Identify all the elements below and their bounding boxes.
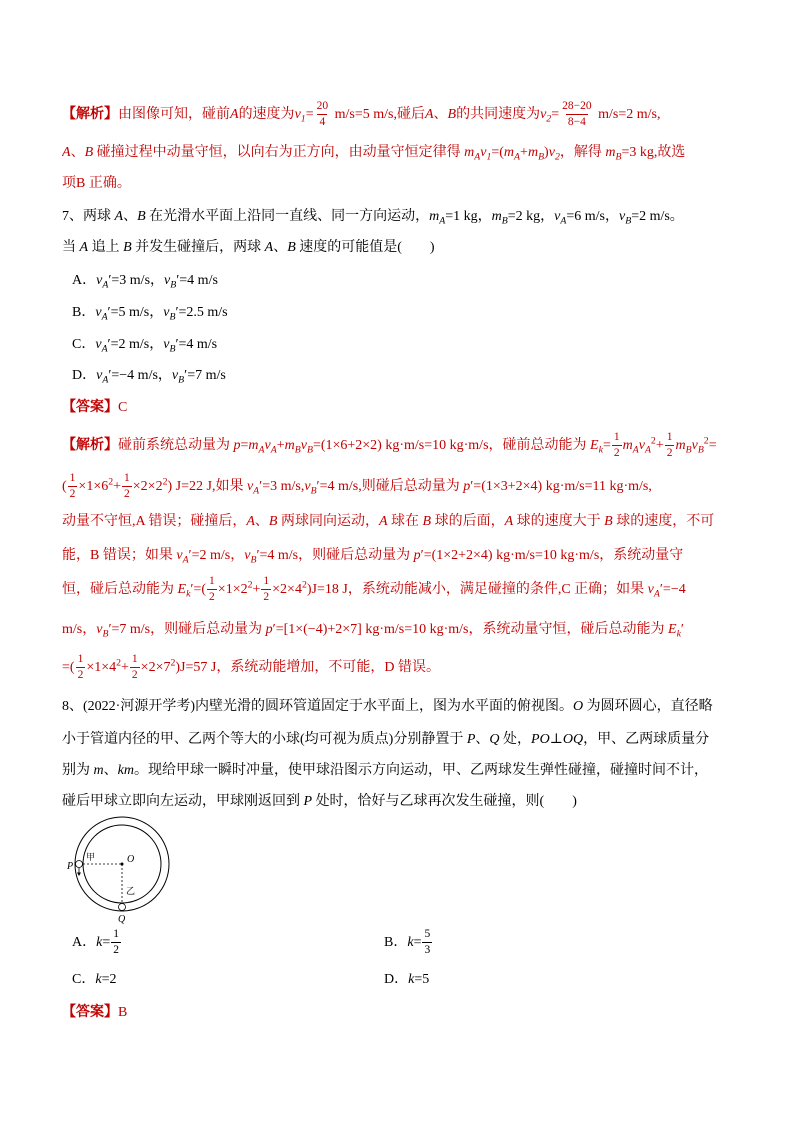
fraction-denominator: 2 (666, 447, 673, 460)
fraction-numerator: 1 (113, 928, 119, 941)
italic-variable: v (95, 337, 102, 352)
subscript: k (186, 588, 191, 600)
text-run: ′=−4 (659, 582, 686, 597)
subscript: B (102, 628, 109, 640)
text-run: ′=3 m/s， (108, 273, 165, 288)
italic-variable: A (378, 514, 388, 529)
italic-variable: v (96, 368, 103, 383)
ring-pipe-figure (64, 812, 180, 924)
text-run: ×1×4 (86, 660, 117, 675)
ball-jia (76, 861, 83, 868)
fraction (422, 928, 432, 957)
text-run: 、 (254, 514, 269, 529)
text-run: =2 m/s。 (631, 209, 684, 224)
text-run: =5 (414, 972, 430, 987)
q7-analysis-line (62, 428, 717, 464)
italic-variable: OQ (562, 732, 584, 747)
text-run: =2 kg， (507, 209, 555, 224)
text-run: ′=5 m/s， (107, 305, 164, 320)
text-run: =( (62, 660, 75, 675)
fraction-numerator: 1 (124, 472, 130, 485)
text-run: = (551, 107, 560, 122)
fraction-denominator: 2 (263, 591, 270, 604)
superscript: 2 (170, 657, 176, 669)
italic-variable: v (176, 548, 183, 563)
text-run: = (102, 935, 111, 950)
fraction-denominator: 4 (319, 116, 326, 129)
subscript: A (101, 343, 108, 355)
italic-variable: v (163, 305, 170, 320)
text-run: =1 kg， (445, 209, 492, 224)
italic-variable: B (268, 514, 278, 529)
text-run: 能，B 错误；如果 (62, 548, 177, 563)
fraction (207, 575, 217, 604)
italic-variable: v (163, 337, 170, 352)
superscript: 2 (301, 579, 307, 591)
subscript: 1 (300, 113, 306, 125)
fraction-numerator: 1 (131, 653, 138, 666)
subscript: A (258, 444, 265, 456)
text-run: ⊥ (549, 732, 563, 747)
italic-variable: v (96, 622, 103, 637)
text-run: 在光滑水平面上沿同一直线、同一方向运动， (145, 209, 430, 224)
italic-variable: m (503, 145, 515, 160)
text-run: 由图像可知，碰前 (118, 107, 230, 122)
label-tag: 【解析】 (62, 438, 118, 453)
q8-option-a (72, 925, 122, 961)
italic-variable: A (246, 514, 255, 529)
text-run: 碰前系统总动量为 (118, 438, 234, 453)
italic-variable: m (248, 438, 259, 453)
label-o: O (127, 854, 135, 865)
subscript: A (101, 311, 108, 323)
text-run: B (118, 1005, 128, 1020)
text-run: 的共同速度为 (456, 107, 541, 122)
italic-variable: B (123, 240, 132, 255)
subscript: A (253, 485, 260, 497)
text-run: + (520, 145, 528, 160)
subscript: A (560, 215, 567, 227)
text-run: 碰撞过程中动量守恒，以向右为正方向，由动量守恒定律得 (93, 145, 465, 160)
italic-variable: m (93, 763, 104, 778)
q6-analysis-line (62, 135, 685, 171)
subscript: B (615, 151, 622, 163)
subscript: B (306, 444, 313, 456)
fraction (111, 928, 121, 957)
text-run: ′=4 m/s (175, 337, 218, 352)
text-run: ′=4 m/s，则碰后总动量为 (256, 548, 414, 563)
text-run: )J=18 J，系统动能减小，满足碰撞的条件,C 正确；如果 (306, 582, 648, 597)
text-run: 追上 (88, 240, 124, 255)
text-run: ×1×6 (78, 479, 109, 494)
subscript: B (294, 444, 301, 456)
subscript: A (514, 151, 521, 163)
italic-variable: m (675, 438, 686, 453)
text-run: ′=4 m/s,则碰后总动量为 (316, 479, 464, 494)
italic-variable: p (463, 479, 471, 494)
text-run: 为圆环圆心，直径略 (583, 699, 713, 714)
q6-analysis-line (62, 97, 660, 133)
q7-option-a (72, 263, 218, 299)
text-run: ′=2 m/s， (188, 548, 245, 563)
subscript: A (653, 588, 660, 600)
subscript: B (250, 554, 257, 566)
italic-variable: v (638, 438, 645, 453)
fraction-numerator: 5 (424, 928, 431, 941)
label-q: Q (118, 914, 126, 924)
text-run: C． (72, 972, 96, 987)
subscript: k (598, 444, 603, 456)
superscript: 2 (162, 476, 168, 488)
subscript: A (439, 215, 446, 227)
text-run: ×2×4 (272, 582, 302, 597)
subscript: k (676, 628, 681, 640)
text-run: 球的速度大于 (513, 514, 605, 529)
text-run: ) (544, 145, 549, 160)
text-run: 两球同向运动， (277, 514, 379, 529)
italic-variable: m (605, 145, 616, 160)
italic-variable: E (668, 622, 677, 637)
text-run: D． (384, 972, 409, 987)
fraction (560, 100, 594, 129)
text-run: ×2×2 (132, 479, 163, 494)
superscript: 2 (650, 435, 656, 447)
text-run: ′=(1×3+2×4) kg·m/s=11 kg·m/s, (470, 479, 652, 494)
italic-variable: B (604, 514, 613, 529)
q7-analysis-line (62, 469, 652, 505)
italic-variable: v (691, 438, 698, 453)
text-run: 的速度为 (238, 107, 295, 122)
fraction (261, 575, 271, 604)
fraction-numerator: 1 (209, 575, 215, 588)
subscript: A (270, 444, 277, 456)
q8-option-c (72, 962, 116, 998)
text-run: D． (72, 368, 97, 383)
italic-variable: k (407, 935, 414, 950)
italic-variable: m (491, 209, 502, 224)
label-yi: 乙 (126, 886, 136, 896)
q7-answer (62, 390, 127, 426)
center-dot (121, 863, 124, 866)
text-run: ′=[1×(−4)+2×7] kg·m/s=10 kg·m/s，系统动量守恒，碰后总动能为 (272, 622, 668, 637)
text-run: 、 (70, 145, 85, 160)
text-run: m/s=5 m/s,碰后 (331, 107, 425, 122)
fraction-denominator: 2 (113, 944, 119, 957)
italic-variable: A (264, 240, 274, 255)
text-run: 8、(2022·河源开学考)内壁光滑的圆环管道固定于水平面上，图为水平面的俯视图。 (62, 699, 573, 714)
subscript: A (474, 151, 481, 163)
italic-variable: A (114, 209, 124, 224)
superscript: 2 (116, 657, 122, 669)
italic-variable: v (96, 273, 103, 288)
text-run: ′=−4 m/s， (108, 368, 172, 383)
text-run: ′=2 m/s， (107, 337, 164, 352)
text-run: C． (72, 337, 96, 352)
italic-variable: v (300, 438, 307, 453)
italic-variable: B (447, 107, 457, 122)
text-run: 处， (499, 732, 532, 747)
subscript: B (538, 151, 545, 163)
fraction-denominator: 2 (69, 488, 76, 501)
fraction (68, 472, 78, 501)
subscript: A (182, 554, 189, 566)
text-run: ′=3 m/s, (259, 479, 305, 494)
italic-variable: A (79, 240, 89, 255)
text-run: 当 (62, 240, 80, 255)
italic-variable: v (540, 107, 547, 122)
fraction-denominator: 3 (424, 944, 431, 957)
q8-stem-line (62, 689, 713, 725)
label-tag: 【答案】 (62, 400, 118, 415)
text-run: ′=( (190, 582, 207, 597)
text-run: B． (384, 935, 408, 950)
text-run: 、 (475, 732, 490, 747)
italic-variable: v (618, 209, 626, 224)
italic-variable: A (62, 145, 71, 160)
italic-variable: p (233, 438, 241, 453)
text-run: ′=4 m/s (176, 273, 218, 288)
text-run: 恒，碰后总动能为 (62, 582, 178, 597)
text-run: 7、两球 (62, 209, 115, 224)
text-run: B． (72, 305, 96, 320)
text-run: + (121, 660, 129, 675)
superscript: 2 (703, 435, 709, 447)
text-run: C (118, 400, 128, 415)
label-tag: 【答案】 (62, 1005, 118, 1020)
fraction-numerator: 1 (666, 431, 673, 444)
text-run: + (276, 438, 285, 453)
q7-analysis-line (62, 504, 714, 540)
italic-variable: v (246, 479, 254, 494)
ball-yi (119, 904, 126, 911)
text-run: 、 (103, 763, 118, 778)
italic-variable: k (408, 972, 415, 987)
italic-variable: Q (489, 732, 500, 747)
fraction (122, 472, 132, 501)
fraction-denominator: 2 (131, 669, 138, 682)
fraction-numerator: 1 (263, 575, 270, 588)
italic-variable: E (590, 438, 599, 453)
superscript: 2 (108, 476, 114, 488)
italic-variable: m (284, 438, 295, 453)
text-run: ( (62, 479, 67, 494)
q7-analysis-line (62, 650, 440, 686)
fraction (612, 431, 622, 460)
q7-option-b (72, 295, 228, 331)
text-run: 项B 正确。 (62, 176, 131, 191)
fraction-numerator: 1 (69, 472, 76, 485)
text-run: 小于管道内径的甲、乙两个等大的小球(均可视为质点)分别静置于 (62, 732, 467, 747)
italic-variable: km (117, 763, 134, 778)
text-run: m/s， (62, 622, 97, 637)
italic-variable: v (304, 479, 311, 494)
subscript: B (501, 215, 508, 227)
text-run: 、 (273, 240, 288, 255)
subscript: B (625, 215, 632, 227)
italic-variable: v (244, 548, 251, 563)
italic-variable: k (95, 972, 102, 987)
italic-variable: A (230, 107, 239, 122)
italic-variable: B (422, 514, 432, 529)
text-run: )J=57 J，系统动能增加，不可能，D 错误。 (175, 660, 440, 675)
text-run: ′=7 m/s (184, 368, 226, 383)
italic-variable: B (84, 145, 94, 160)
italic-variable: v (164, 273, 171, 288)
italic-variable: A (424, 107, 434, 122)
text-run: + (252, 582, 261, 597)
text-run: ′=2.5 m/s (175, 305, 228, 320)
label-p: P (67, 861, 74, 872)
q7-option-d (72, 358, 226, 394)
text-run: 球在 (387, 514, 423, 529)
text-run: 球的速度，不可 (612, 514, 715, 529)
text-run: A． (72, 273, 97, 288)
q8-option-d (384, 962, 429, 998)
subscript: B (169, 343, 176, 355)
fraction-denominator: 2 (77, 669, 84, 682)
fraction (665, 431, 675, 460)
italic-variable: m (429, 209, 440, 224)
text-run: =(1×6+2×2) kg·m/s=10 kg·m/s，碰前总动能为 (312, 438, 591, 453)
text-run: A． (72, 935, 97, 950)
italic-variable: v (95, 305, 102, 320)
text-run: ′=(1×2+2×4) kg·m/s=10 kg·m/s，系统动量守 (420, 548, 684, 563)
subscript: 1 (486, 151, 492, 163)
q7-analysis-line (62, 538, 683, 574)
italic-variable: O (572, 699, 584, 714)
subscript: 2 (554, 151, 560, 163)
text-run: =6 m/s， (566, 209, 619, 224)
label-tag: 【解析】 (62, 107, 118, 122)
subscript: B (310, 485, 317, 497)
italic-variable: v (480, 145, 487, 160)
text-run: 。现给甲球一瞬时冲量，使甲球沿图示方向运动，甲、乙两球发生弹性碰撞，碰撞时间不计， (133, 763, 708, 778)
subscript: A (632, 444, 639, 456)
italic-variable: B (137, 209, 146, 224)
italic-variable: v (647, 582, 654, 597)
subscript: B (685, 444, 692, 456)
subscript: B (178, 374, 185, 386)
text-run: 处时，恰好与乙球再次发生碰撞，则( ) (312, 794, 577, 809)
text-run: 速度的可能值是( ) (295, 240, 435, 255)
italic-variable: v (554, 209, 561, 224)
text-run: 球的后面， (431, 514, 505, 529)
q7-analysis-line (62, 572, 686, 608)
fraction-numerator: 1 (77, 653, 84, 666)
text-run: = (305, 107, 314, 122)
italic-variable: A (504, 514, 514, 529)
text-run: = (708, 438, 717, 453)
text-run: 别为 (62, 763, 94, 778)
subscript: B (170, 279, 177, 291)
subscript: B (169, 311, 176, 323)
text-run: ) J=22 J,如果 (167, 479, 247, 494)
text-run: = (413, 935, 422, 950)
direction-arrow-icon (77, 868, 81, 876)
fraction (76, 653, 86, 682)
fraction-numerator: 1 (613, 431, 620, 444)
q7-analysis-line (62, 612, 684, 648)
text-run: 并发生碰撞后，两球 (131, 240, 265, 255)
italic-variable: p (265, 622, 273, 637)
italic-variable: m (527, 145, 539, 160)
italic-variable: m (622, 438, 633, 453)
q7-stem-line (62, 230, 435, 266)
text-run: =( (491, 145, 504, 160)
text-run: 碰后甲球立即向左运动，甲球刚返回到 (62, 794, 304, 809)
text-run: =3 kg,故选 (621, 145, 686, 160)
italic-variable: v (548, 145, 555, 160)
text-run: ′=7 m/s，则碰后总动量为 (108, 622, 266, 637)
fraction-denominator: 2 (209, 591, 215, 604)
fraction-denominator: 2 (613, 447, 620, 460)
text-run: + (113, 479, 122, 494)
text-run: ×1×2 (217, 582, 248, 597)
fraction-numerator: 28−20 (562, 100, 592, 113)
subscript: A (102, 374, 109, 386)
subscript: A (644, 444, 651, 456)
text-run: ，甲、乙两球质量分 (583, 732, 710, 747)
italic-variable: m (464, 145, 475, 160)
text-run: + (655, 438, 664, 453)
italic-variable: v (171, 368, 179, 383)
italic-variable: PO (531, 732, 550, 747)
fraction (130, 653, 140, 682)
subscript: 2 (546, 113, 552, 125)
text-run: 、 (433, 107, 448, 122)
italic-variable: P (466, 732, 476, 747)
italic-variable: P (303, 794, 313, 809)
text-run: =2 (101, 972, 117, 987)
text-run: ′ (680, 622, 684, 637)
q8-option-b (384, 925, 433, 961)
text-run: m/s=2 m/s, (594, 107, 661, 122)
fraction (315, 100, 331, 129)
text-run: ×2×7 (140, 660, 171, 675)
italic-variable: v (294, 107, 301, 122)
text-run: = (240, 438, 249, 453)
subscript: B (697, 444, 704, 456)
fraction-denominator: 2 (124, 488, 130, 501)
fraction-denominator: 8−4 (567, 116, 586, 129)
italic-variable: E (177, 582, 187, 597)
label-jia: 甲 (86, 852, 96, 862)
italic-variable: B (287, 240, 296, 255)
subscript: A (102, 279, 109, 291)
italic-variable: k (96, 935, 103, 950)
text-run: 、 (123, 209, 138, 224)
text-run: = (602, 438, 611, 453)
italic-variable: v (264, 438, 271, 453)
fraction-numerator: 20 (316, 100, 329, 113)
text-run: 动量不守恒,A 错误；碰撞后， (62, 514, 247, 529)
q6-analysis-line (62, 166, 131, 202)
superscript: 2 (247, 579, 253, 591)
q8-answer (62, 995, 127, 1031)
text-run: ，解得 (559, 145, 606, 160)
italic-variable: p (413, 548, 421, 563)
